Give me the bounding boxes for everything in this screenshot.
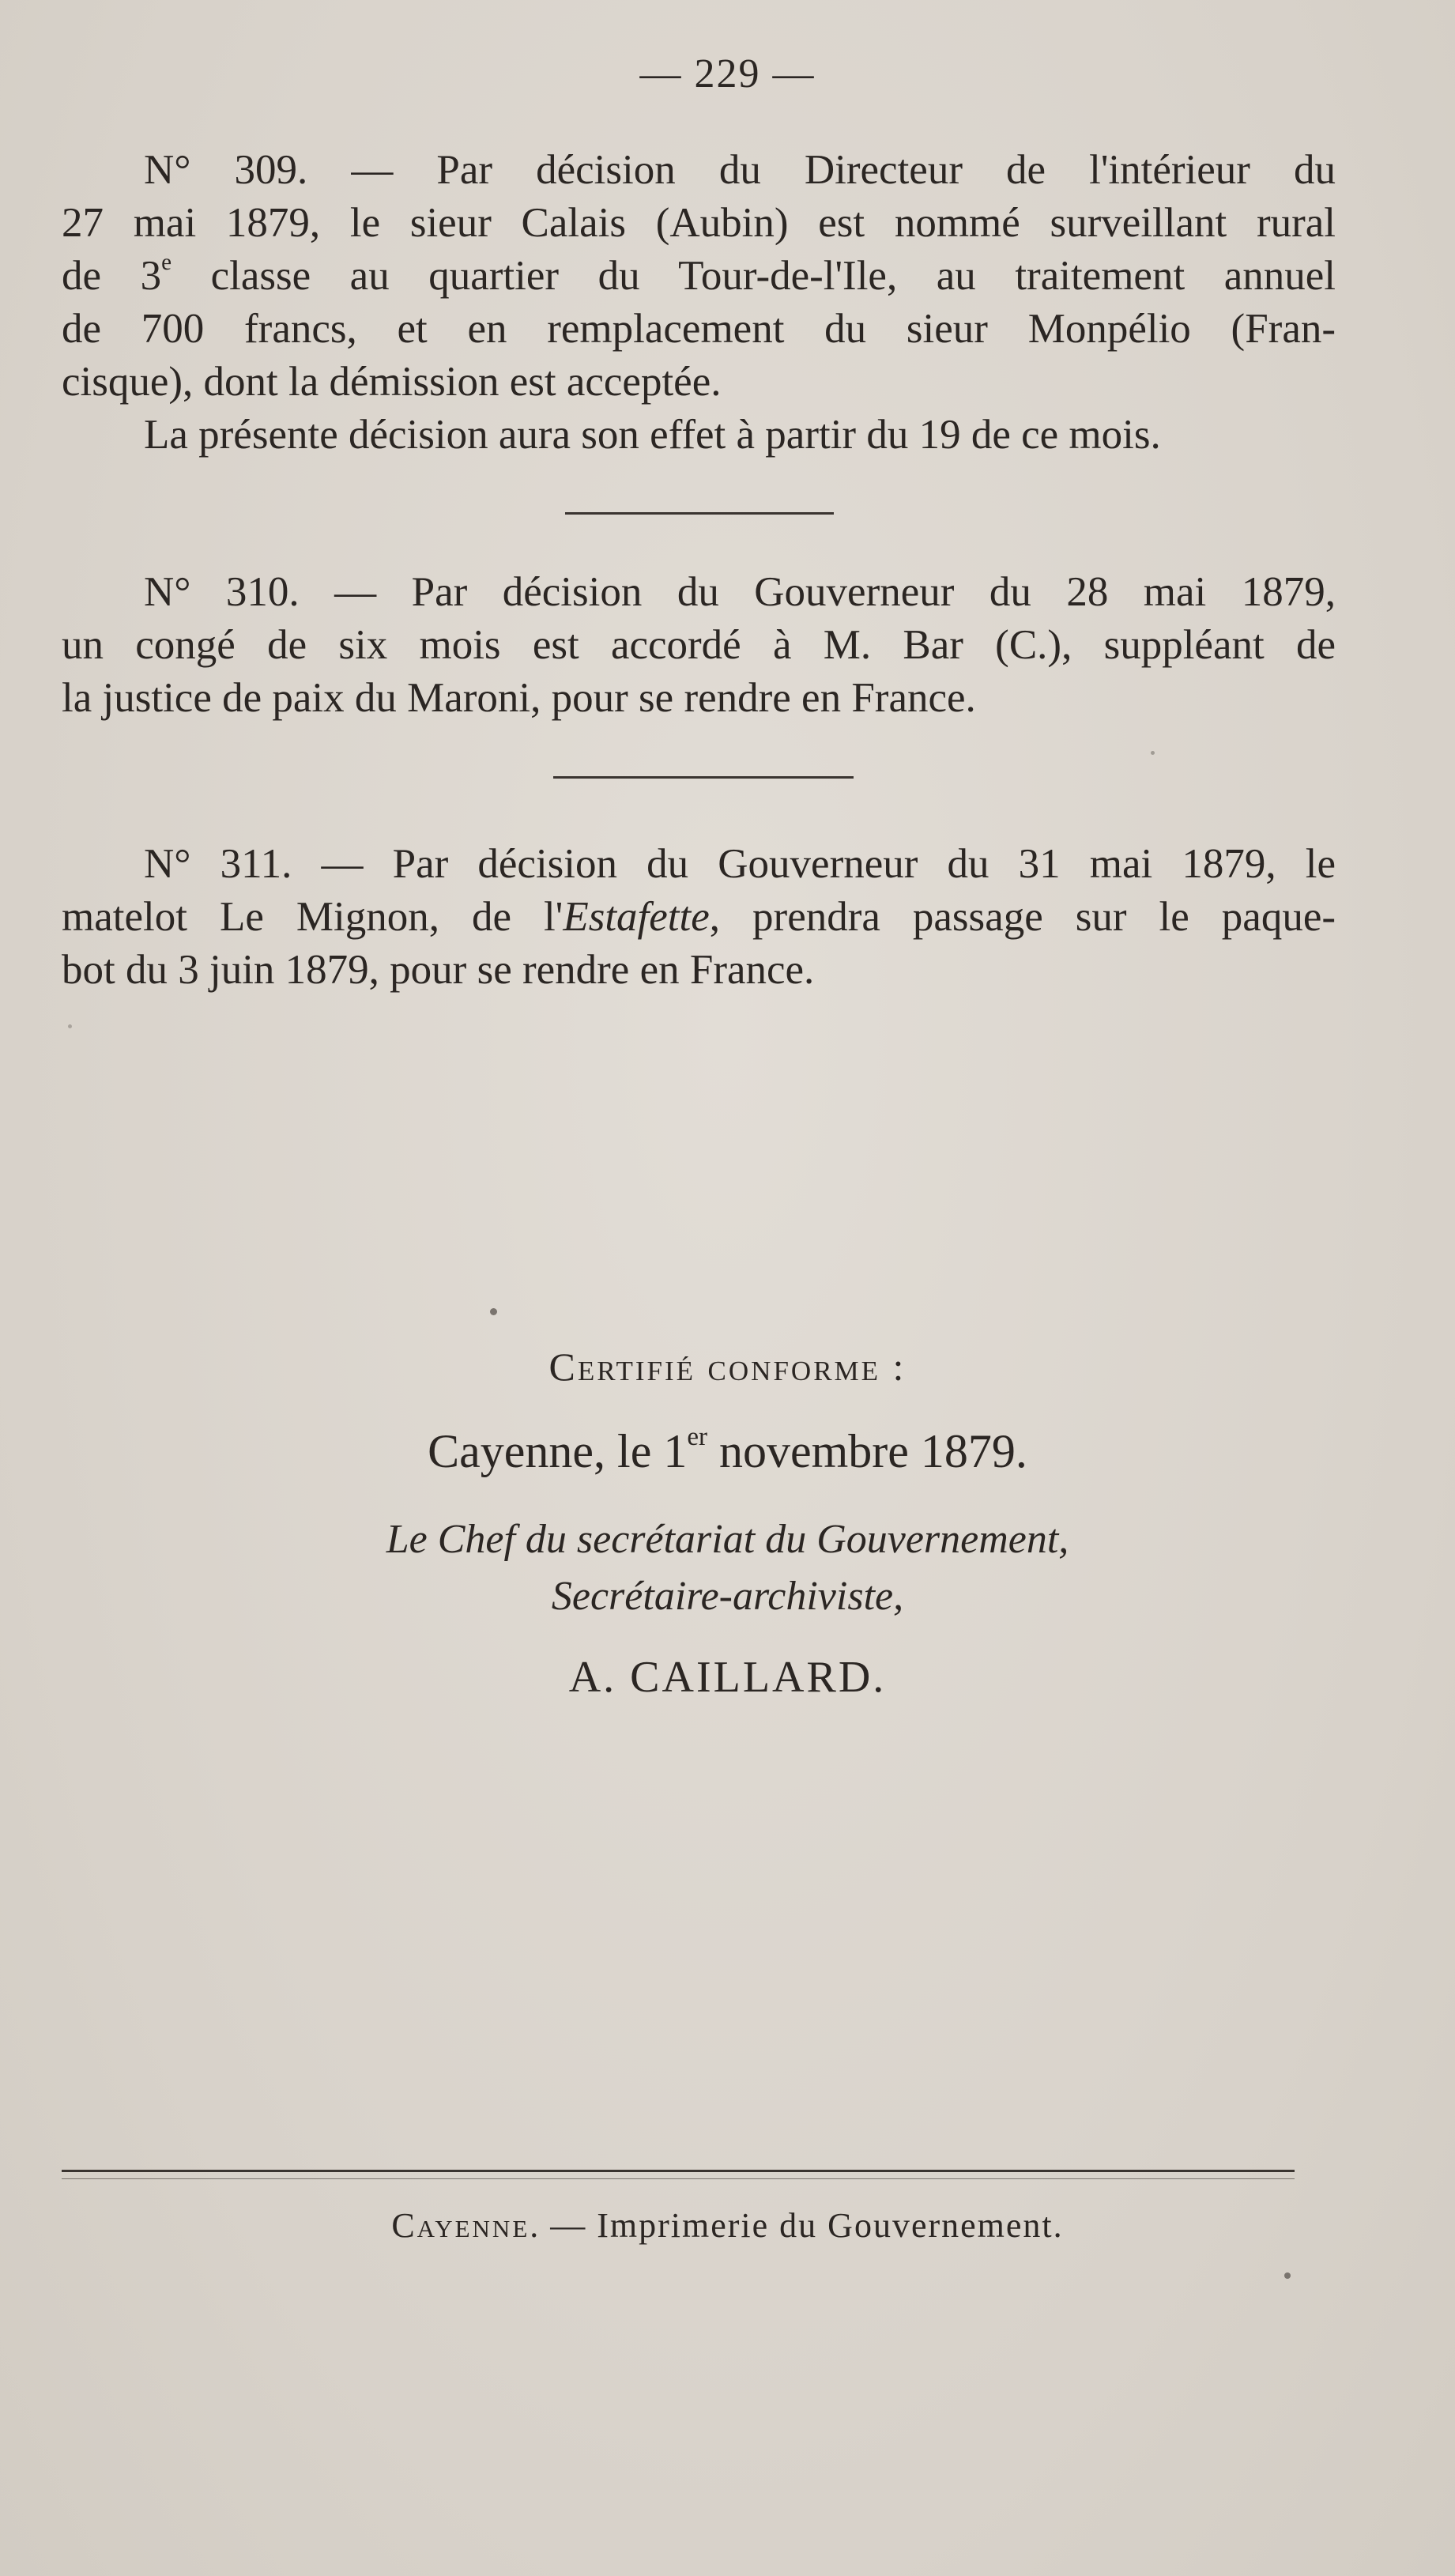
entry-311-line-3: bot du 3 juin 1879, pour se rendre en France. (62, 947, 815, 993)
footer-rule-thin (62, 2178, 1295, 2179)
entry-309-effect-note: La présente décision aura son effet à partir du 19 de ce mois. (144, 412, 1161, 458)
place-date-suffix: novembre 1879. (707, 1425, 1027, 1477)
certification-role-1: Le Chef du secrétariat du Gouvernement, (386, 1517, 1069, 1562)
separator-rule (565, 512, 834, 515)
paper-speck (490, 1308, 497, 1315)
paper-speck (68, 1024, 72, 1028)
footer-rule (62, 2170, 1295, 2172)
entry-309-line-4: de 700 francs, et en remplacement du sieur Monpélio (Fran- (62, 306, 1336, 352)
entry-311-line-2: matelot Le Mignon, de l'Estafette, prendra passage sur le paque- (62, 894, 1336, 940)
separator-rule (553, 776, 854, 779)
imprint-city: Cayenne (391, 2206, 530, 2245)
entry-309-line-1: N° 309. — Par décision du Directeur de l'intérieur du (144, 147, 1336, 193)
place-date-sup: er (687, 1422, 707, 1451)
entry-311 (62, 838, 1336, 997)
entry-311-line-1: N° 311. — Par décision du Gouverneur du 31 mai 1879, le (144, 841, 1336, 887)
entry-309-line-3: de 3e classe au quartier du Tour-de-l'Ile, au traitement annuel (62, 250, 1336, 299)
entry-310-line-2: un congé de six mois est accordé à M. Bar (C.), suppléant de (62, 622, 1336, 668)
signature: A. CAILLARD. (568, 1653, 887, 1702)
imprint-text: . — Imprimerie du Gouvernement. (530, 2206, 1064, 2245)
paper-speck (1151, 751, 1155, 755)
entry-309-line-2: 27 mai 1879, le sieur Calais (Aubin) est nommé surveillant rural (62, 200, 1336, 246)
certification-role-2: Secrétaire-archiviste, (551, 1574, 904, 1619)
certification-place-date (0, 1424, 1455, 1479)
page-number: — 229 — (639, 51, 816, 96)
entry-310-line-1: N° 310. — Par décision du Gouverneur du 28 mai 1879, (144, 569, 1336, 615)
entry-310-line-3: la justice de paix du Maroni, pour se rendre en France. (62, 675, 976, 721)
imprint-line (0, 2205, 1455, 2246)
paper-speck (1284, 2272, 1291, 2279)
entry-309 (62, 144, 1336, 462)
place-date-prefix: Cayenne, le 1 (428, 1425, 688, 1477)
certification-heading: Certifié conforme : (548, 1345, 907, 1389)
entry-310 (62, 566, 1336, 725)
entry-309-line-5: cisque), dont la démission est acceptée. (62, 359, 722, 405)
